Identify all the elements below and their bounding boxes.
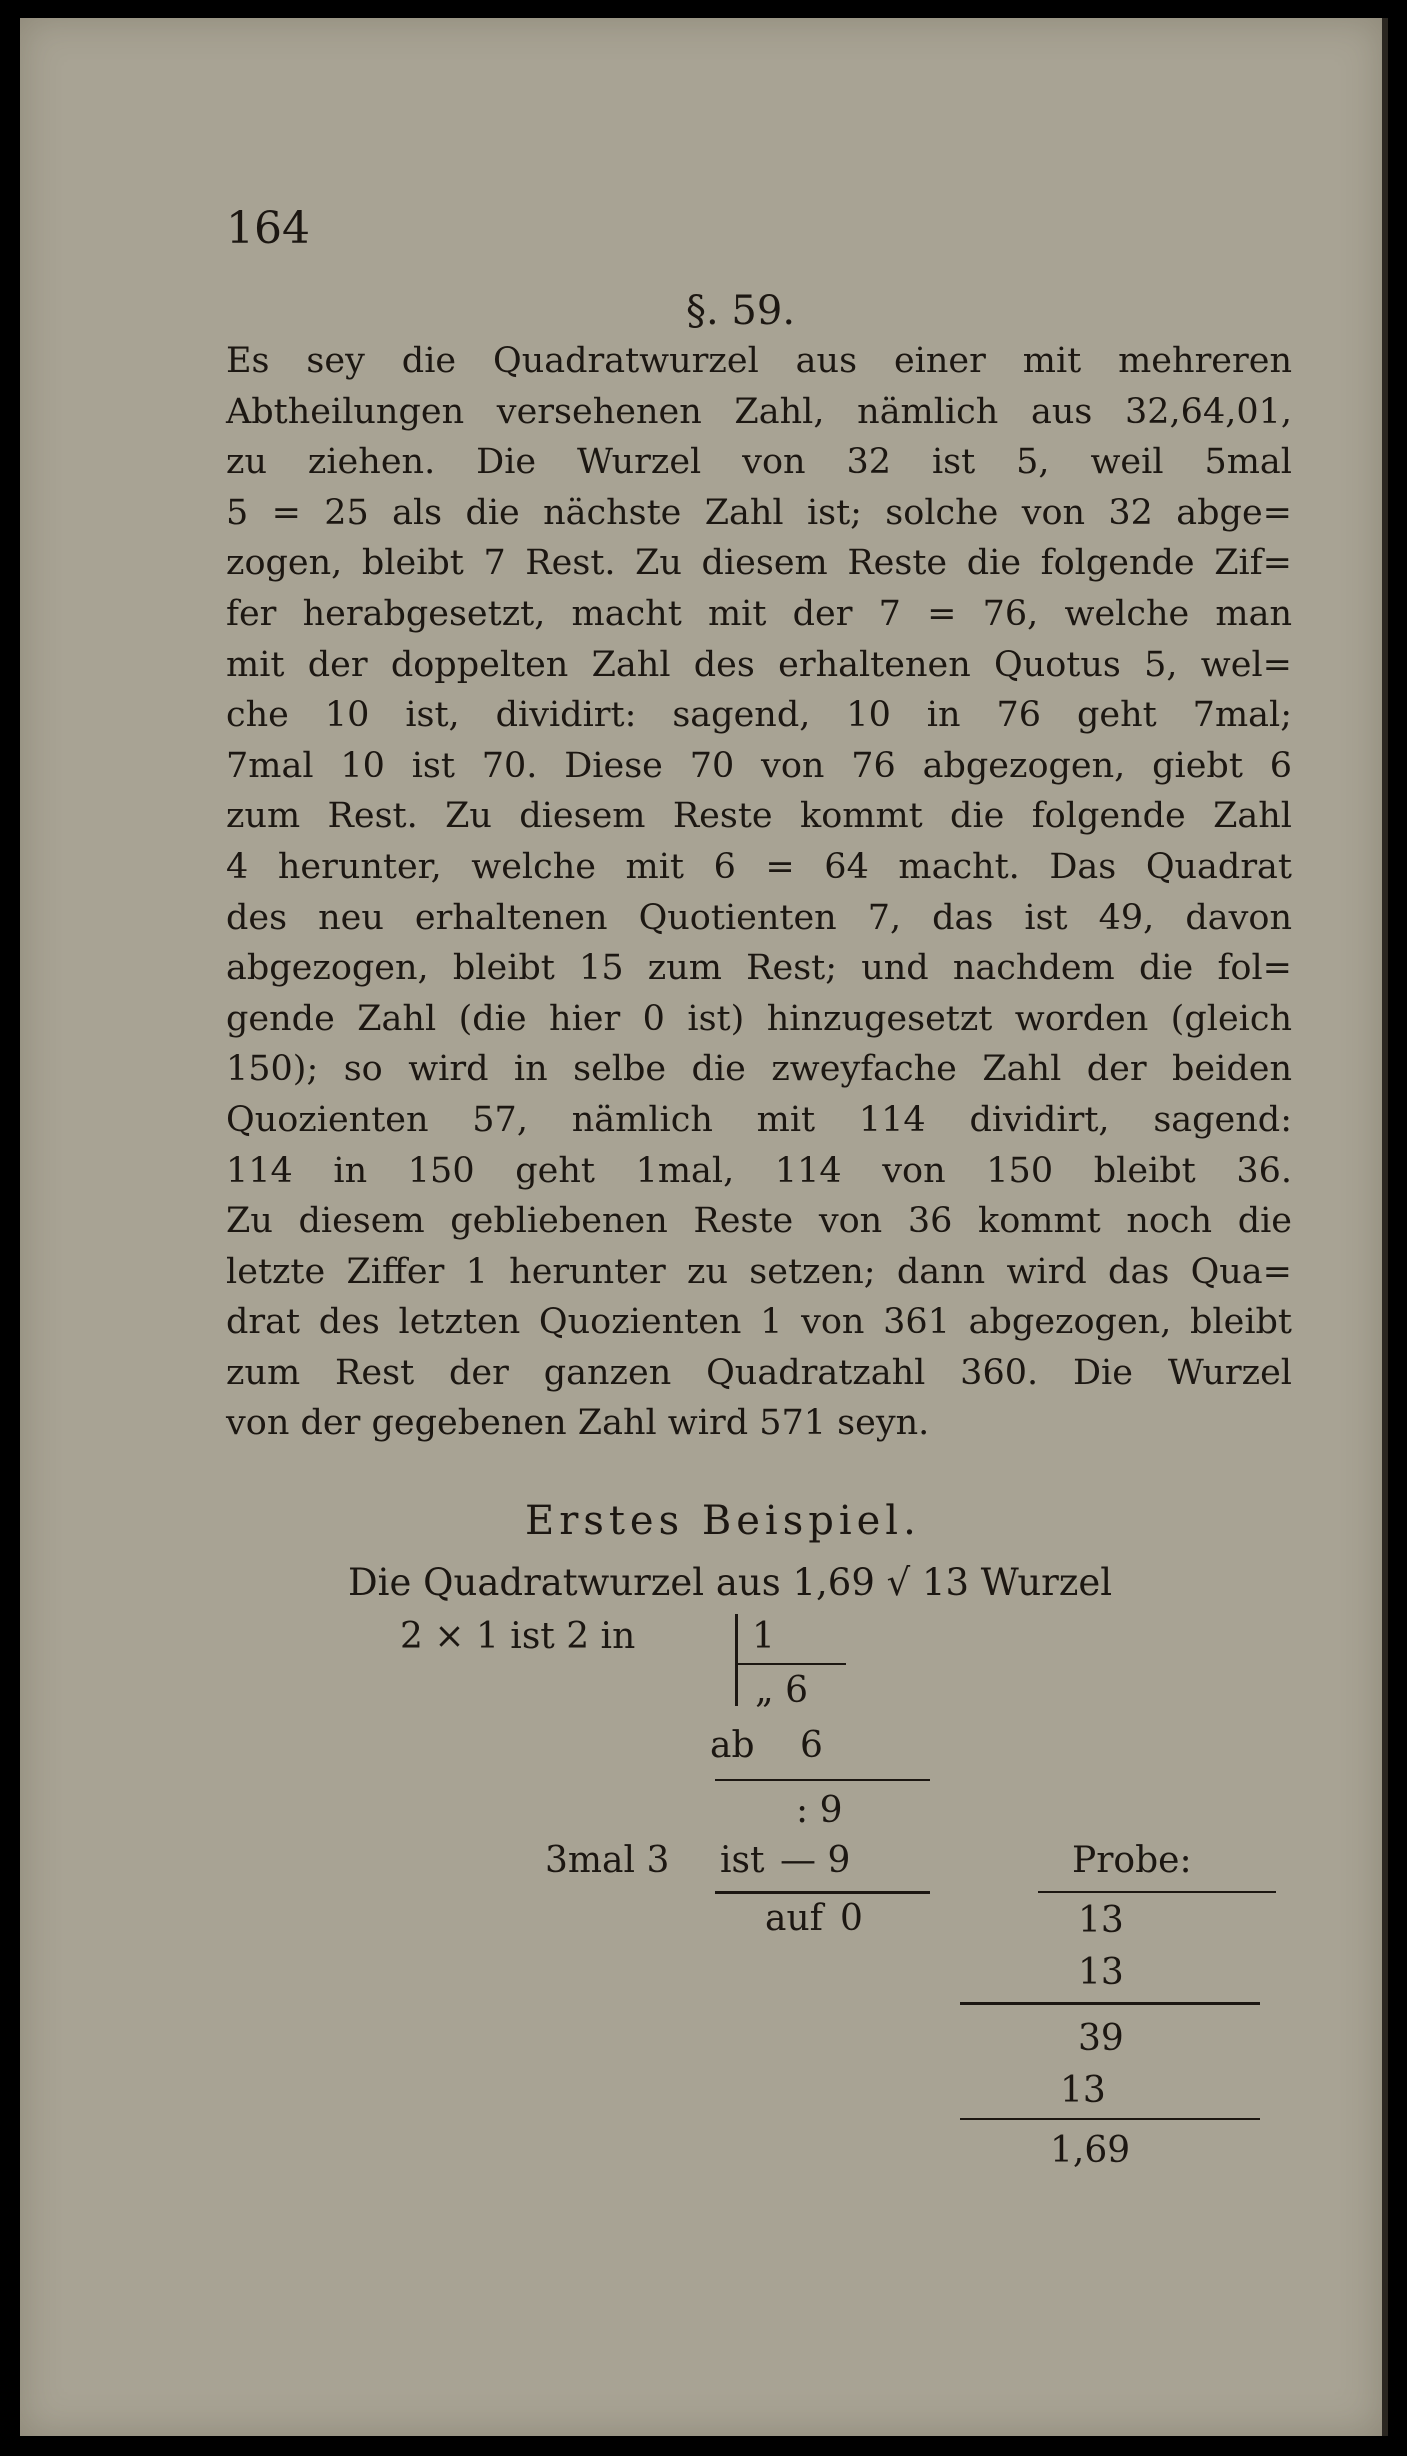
page-number: 164 bbox=[226, 203, 310, 254]
book-page bbox=[20, 18, 1388, 2436]
paragraph-line: zu ziehen. Die Wurzel von 32 ist 5, weil 5mal bbox=[226, 442, 1292, 483]
paragraph-line: des neu erhaltenen Quotienten 7, das ist 49, davon bbox=[226, 897, 1292, 938]
example-heading: Erstes Beispiel. bbox=[525, 1498, 921, 1544]
proof-factor1: 13 bbox=[1078, 1900, 1124, 1941]
paragraph-line: 7mal 10 ist 70. Diese 70 von 76 abgezogen, giebt 6 bbox=[226, 745, 1292, 786]
paragraph-line: zum Rest der ganzen Quadratzahl 360. Die Wurzel bbox=[226, 1352, 1292, 1393]
paragraph-line: gende Zahl (die hier 0 ist) hinzugesetzt worden (gleich bbox=[226, 998, 1292, 1039]
calc-colon-value: : 9 bbox=[796, 1790, 843, 1831]
calc-carry: „ 6 bbox=[755, 1670, 808, 1711]
calc-remainder-label: auf bbox=[765, 1898, 823, 1939]
calc-ab-label: ab bbox=[710, 1725, 755, 1766]
proof-result: 1,69 bbox=[1050, 2130, 1131, 2171]
rule-line bbox=[715, 1891, 930, 1894]
paragraph-line: Zu diesem gebliebenen Reste von 36 kommt noch die bbox=[226, 1201, 1292, 1242]
calc-step2-ist: ist bbox=[720, 1840, 765, 1881]
example-title: Die Quadratwurzel aus 1,69 √ 13 Wurzel bbox=[348, 1561, 1113, 1604]
paragraph-line: che 10 ist, dividirt: sagend, 10 in 76 geht 7mal; bbox=[226, 695, 1292, 736]
division-bar bbox=[735, 1614, 738, 1706]
paragraph-line: 5 = 25 als die nächste Zahl ist; solche von 32 abge= bbox=[226, 492, 1292, 533]
paragraph-line: drat des letzten Quozienten 1 von 361 abgezogen, bleibt bbox=[226, 1302, 1292, 1343]
rule-line bbox=[960, 2002, 1260, 2005]
paragraph-line: 150); so wird in selbe die zweyfache Zahl der beiden bbox=[226, 1049, 1292, 1090]
calc-first-digit: 1 bbox=[752, 1616, 775, 1657]
paragraph-line: abgezogen, bleibt 15 zum Rest; und nachdem die fol= bbox=[226, 948, 1292, 989]
calc-step2-label: 3mal 3 bbox=[545, 1840, 670, 1881]
paragraph-line: letzte Ziffer 1 herunter zu setzen; dann wird das Qua= bbox=[226, 1251, 1292, 1292]
rule-line bbox=[1038, 1891, 1276, 1893]
paragraph-line: 4 herunter, welche mit 6 = 64 macht. Das Quadrat bbox=[226, 846, 1292, 887]
paragraph-line: Es sey die Quadratwurzel aus einer mit mehreren bbox=[226, 341, 1292, 381]
proof-label: Probe: bbox=[1072, 1840, 1192, 1881]
paragraph-line: Abtheilungen versehenen Zahl, nämlich aus 32,64,01, bbox=[226, 391, 1292, 432]
paragraph-line: von der gegebenen Zahl wird 571 seyn. bbox=[226, 1403, 930, 1444]
proof-partial2: 13 bbox=[1060, 2070, 1106, 2111]
paragraph-line: fer herabgesetzt, macht mit der 7 = 76, welche man bbox=[226, 593, 1292, 634]
section-heading: §. 59. bbox=[686, 288, 796, 334]
paragraph bbox=[226, 336, 1292, 1449]
calc-step2-value: — 9 bbox=[780, 1840, 851, 1881]
proof-factor2: 13 bbox=[1078, 1952, 1124, 1993]
rule-line bbox=[715, 1779, 930, 1781]
calc-ab-value: 6 bbox=[800, 1725, 823, 1766]
paragraph-line: Quozienten 57, nämlich mit 114 dividirt, sagend: bbox=[226, 1099, 1292, 1140]
proof-partial1: 39 bbox=[1078, 2018, 1124, 2059]
paragraph-line: mit der doppelten Zahl des erhaltenen Quotus 5, wel= bbox=[226, 644, 1292, 685]
paragraph-line: zogen, bleibt 7 Rest. Zu diesem Reste die folgende Zif= bbox=[226, 543, 1292, 584]
calc-step1: 2 × 1 ist 2 in bbox=[400, 1616, 636, 1657]
rule-line bbox=[738, 1663, 846, 1665]
rule-line bbox=[960, 2118, 1260, 2120]
calc-remainder-value: 0 bbox=[840, 1898, 863, 1939]
paragraph-line: zum Rest. Zu diesem Reste kommt die folgende Zahl bbox=[226, 796, 1292, 837]
paragraph-line: 114 in 150 geht 1mal, 114 von 150 bleibt 36. bbox=[226, 1150, 1292, 1191]
